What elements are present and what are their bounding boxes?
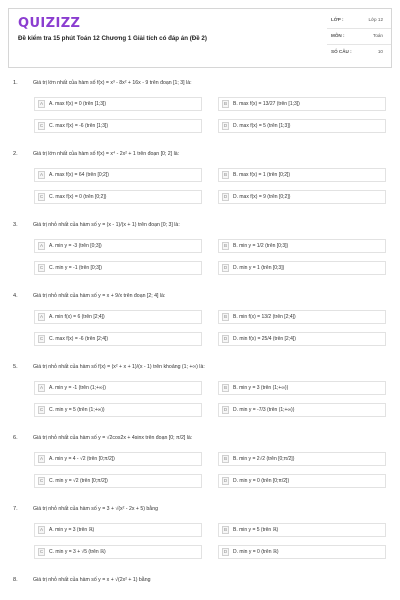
- option-letter: A: [39, 314, 44, 319]
- meta-value: Lớp 12: [368, 17, 383, 22]
- option-letter: D: [223, 478, 228, 483]
- option-letter: D: [223, 123, 228, 128]
- question-6: [0, 435, 400, 505]
- option-text: B. min y = 3 (trên (1;+∞)): [233, 385, 289, 391]
- question-text: Giá trị nhỏ nhất của hàm số y = 3 + √(x² - 2x + 5) bằng: [33, 506, 158, 512]
- option-letter: C: [39, 123, 44, 128]
- meta-key: LỚP :: [331, 17, 344, 22]
- option-text: B. min y = 2√2 (trên [0;π/2]): [233, 456, 295, 462]
- question-8: [0, 577, 400, 597]
- option-letter: A: [39, 456, 44, 461]
- question-7: [0, 506, 400, 576]
- answer-option-b[interactable]: [218, 452, 386, 466]
- option-letter: D: [223, 194, 228, 199]
- option-letter: C: [39, 194, 44, 199]
- option-letter: A: [39, 101, 44, 106]
- option-text: C. min y = 5 (trên (1;+∞)): [49, 407, 105, 413]
- option-letter: A: [39, 527, 44, 532]
- option-letter: A: [39, 172, 44, 177]
- answer-option-a[interactable]: [34, 97, 202, 111]
- meta-row-subject: [327, 29, 391, 45]
- option-text: B. min y = 1/2 (trên [0;3]): [233, 243, 289, 249]
- option-text: C. max f(x) = 0 (trên [0;2]): [49, 194, 107, 200]
- question-5: [0, 364, 400, 434]
- option-letter: C: [39, 478, 44, 483]
- option-text: D. min f(x) = 25/4 (trên [2;4]): [233, 336, 296, 342]
- answer-option-c[interactable]: [34, 403, 202, 417]
- option-text: D. min y = 0 (trên ℝ): [233, 549, 279, 555]
- meta-row-count: [327, 45, 391, 60]
- answer-option-d[interactable]: [218, 403, 386, 417]
- question-number: 3.: [13, 222, 18, 228]
- answer-option-a[interactable]: [34, 523, 202, 537]
- option-letter: C: [39, 336, 44, 341]
- question-number: 1.: [13, 80, 18, 86]
- question-number: 2.: [13, 151, 18, 157]
- answer-option-b[interactable]: [218, 97, 386, 111]
- option-letter: B: [223, 172, 228, 177]
- meta-key: SỐ CÂU :: [331, 49, 352, 54]
- answer-option-a[interactable]: [34, 310, 202, 324]
- option-text: D. min y = 1 (trên [0;3]): [233, 265, 285, 271]
- option-text: A. min y = -1 (trên (1;+∞)): [49, 385, 106, 391]
- question-text: Giá trị lớn nhất của hàm số f(x) = x⁴ - 2x² + 1 trên đoạn [0; 2] là:: [33, 151, 180, 157]
- question-text: Giá trị lớn nhất của hàm số f(x) = x³ - 8x² + 16x - 9 trên đoạn [1; 3] là:: [33, 80, 192, 86]
- meta-value: 10: [377, 49, 383, 54]
- option-text: C. min y = -1 (trên [0;3]): [49, 265, 102, 271]
- worksheet-header: [8, 8, 392, 68]
- option-text: B. max f(x) = 1 (trên [0;2]): [233, 172, 291, 178]
- option-letter: D: [223, 407, 228, 412]
- option-text: A. max f(x) = 64 (trên [0;2]): [49, 172, 109, 178]
- answer-option-d[interactable]: [218, 332, 386, 346]
- option-text: B. max f(x) = 13/27 (trên [1;3]): [233, 101, 300, 107]
- option-letter: B: [223, 243, 228, 248]
- question-text: Giá trị nhỏ nhất của hàm số f(x) = (x² + x + 1)/(x - 1) trên khoảng (1; +∞) là:: [33, 364, 205, 370]
- meta-table: [327, 13, 391, 60]
- question-text: Giá trị nhỏ nhất của hàm số y = √2cos2x + 4sinx trên đoạn [0; π/2] là:: [33, 435, 193, 441]
- question-2: [0, 151, 400, 221]
- option-letter: B: [223, 314, 228, 319]
- option-text: D. min y = 0 (trên [0;π/2]): [233, 478, 290, 484]
- option-letter: B: [223, 101, 228, 106]
- option-letter: B: [223, 456, 228, 461]
- option-text: C. max f(x) = -6 (trên [2;4]): [49, 336, 109, 342]
- option-letter: C: [39, 265, 44, 270]
- answer-option-d[interactable]: [218, 474, 386, 488]
- question-text: Giá trị nhỏ nhất của hàm số y = x + 9/x trên đoạn [2; 4] là:: [33, 293, 166, 299]
- option-text: A. max f(x) = 0 (trên [1;3]): [49, 101, 107, 107]
- answer-option-a[interactable]: [34, 452, 202, 466]
- option-text: D. min y = -7/3 (trên (1;+∞)): [233, 407, 295, 413]
- option-text: C. min y = 3 + √5 (trên ℝ): [49, 549, 106, 555]
- option-text: A. min y = 3 (trên ℝ): [49, 527, 95, 533]
- answer-option-d[interactable]: [218, 119, 386, 133]
- option-letter: B: [223, 385, 228, 390]
- answer-option-a[interactable]: [34, 168, 202, 182]
- option-letter: C: [39, 407, 44, 412]
- option-letter: B: [223, 527, 228, 532]
- answer-option-c[interactable]: [34, 474, 202, 488]
- answer-option-c[interactable]: [34, 119, 202, 133]
- option-letter: D: [223, 336, 228, 341]
- answer-option-b[interactable]: [218, 239, 386, 253]
- option-text: C. max f(x) = -6 (trên [1;3]): [49, 123, 109, 129]
- question-number: 8.: [13, 577, 18, 583]
- answer-option-c[interactable]: [34, 190, 202, 204]
- meta-key: MÔN :: [331, 33, 345, 38]
- question-4: [0, 293, 400, 363]
- option-text: A. min y = 4 - √2 (trên [0;π/2]): [49, 456, 115, 462]
- answer-option-b[interactable]: [218, 523, 386, 537]
- quizizz-logo: QUIZIZZ: [18, 16, 81, 31]
- meta-row-class: [327, 13, 391, 29]
- answer-option-d[interactable]: [218, 261, 386, 275]
- answer-option-d[interactable]: [218, 545, 386, 559]
- answer-option-b[interactable]: [218, 381, 386, 395]
- option-text: D. max f(x) = 9 (trên [0;2]): [233, 194, 291, 200]
- question-number: 6.: [13, 435, 18, 441]
- option-letter: D: [223, 265, 228, 270]
- answer-option-b[interactable]: [218, 168, 386, 182]
- document-title: Đề kiểm tra 15 phút Toán 12 Chương 1 Giải tích có đáp án (Đề 2): [18, 35, 207, 42]
- answer-option-b[interactable]: [218, 310, 386, 324]
- answer-option-d[interactable]: [218, 190, 386, 204]
- answer-option-a[interactable]: [34, 381, 202, 395]
- option-text: A. min y = -3 (trên [0;3]): [49, 243, 102, 249]
- question-text: Giá trị nhỏ nhất của hàm số y = (x - 1)/(x + 1) trên đoạn [0; 3] là:: [33, 222, 180, 228]
- question-text: Giá trị nhỏ nhất của hàm số y = x + √(2x² + 1) bằng: [33, 577, 151, 583]
- answer-option-c[interactable]: [34, 332, 202, 346]
- option-letter: C: [39, 549, 44, 554]
- question-number: 7.: [13, 506, 18, 512]
- answer-option-a[interactable]: [34, 239, 202, 253]
- question-1: [0, 80, 400, 150]
- option-text: B. min y = 5 (trên ℝ): [233, 527, 279, 533]
- option-text: D. max f(x) = 5 (trên [1;3]): [233, 123, 291, 129]
- answer-option-c[interactable]: [34, 261, 202, 275]
- option-letter: D: [223, 549, 228, 554]
- option-letter: A: [39, 243, 44, 248]
- option-text: B. min f(x) = 13/2 (trên [2;4]): [233, 314, 296, 320]
- option-text: C. min y = √2 (trên [0;π/2]): [49, 478, 108, 484]
- question-3: [0, 222, 400, 292]
- option-text: A. min f(x) = 6 (trên [2;4]): [49, 314, 105, 320]
- option-letter: A: [39, 385, 44, 390]
- answer-option-c[interactable]: [34, 545, 202, 559]
- meta-value: Toán: [373, 33, 383, 38]
- question-number: 4.: [13, 293, 18, 299]
- question-number: 5.: [13, 364, 18, 370]
